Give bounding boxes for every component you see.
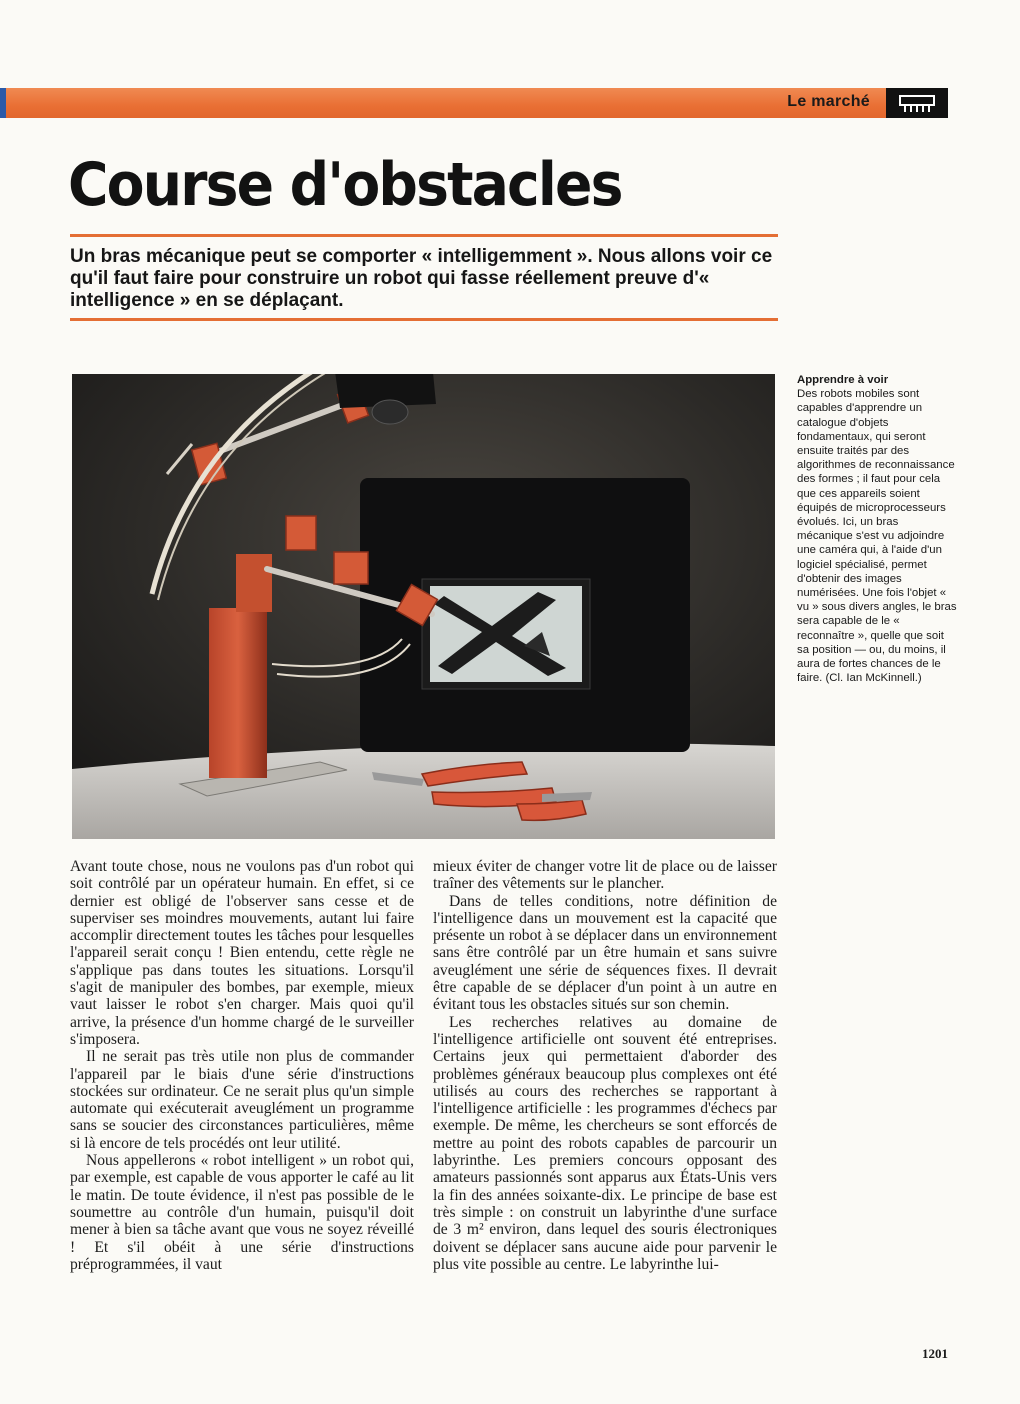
robot-arm-photo bbox=[72, 374, 775, 839]
body-paragraph: Les recherches relatives au domaine de l'intelligence artificielle ont souvent été entreprises. Certains jeux qui permettaient d'aborder des problèmes généraux beaucoup plus complexes ont été utilisés au cours des recherches se rapportant à l'intelligence artificielle : les programmes d'échecs par exemple. De même, les chercheurs se sont efforcés de mettre au point des robots capables de parcourir un labyrinthe. Les premiers concours opposant des amateurs passionnés sont apparus aux États-Unis vers la fin des années soixante-dix. Le principe de base est très simple : on construit un labyrinthe d'une surface de 3 m² environ, dans lequel des souris électroniques doivent se déplacer sans aucune aide pour parvenir le plus vite possible au centre. Le labyrinthe lui- bbox=[433, 1013, 777, 1273]
page-number: 1201 bbox=[922, 1346, 948, 1361]
caption-title: Apprendre à voir bbox=[797, 374, 889, 386]
lead-bottom-rule bbox=[70, 318, 778, 321]
body-column-2 bbox=[433, 858, 777, 1273]
lead-paragraph: Un bras mécanique peut se comporter « intelligemment ». Nous allons voir ce qu'il faut faire pour construire un robot qui fasse réellement preuve d'« intelligence » en se déplaçant. bbox=[70, 246, 773, 311]
body-paragraph: Avant toute chose, nous ne voulons pas d'un robot qui soit contrôlé par un opérateur humain. En effet, si ce dernier est obligé de l'observer sans cesse et de superviser ses moindres mouvements, autant lui faire accomplir directement toutes les tâches pour lesquelles l'appareil serait conçu ! Bien entendu, cette règle ne s'applique pas dans toutes les situations. Lorsqu'il s'agit de manipuler des bombes, par exemple, mieux vaut laisser le robot s'en charger. Mais quoi qu'il arrive, la présence d'un homme chargé de le surveiller s'imposera. bbox=[70, 858, 414, 1048]
article-title: Course d'obstacles bbox=[68, 150, 622, 220]
connector-chip-icon bbox=[886, 88, 948, 118]
body-paragraph: Il ne serait pas très utile non plus de commander l'appareil par le biais d'une série d'instructions stockées sur ordinateur. Ce ne serait plus qu'un simple automate qui exécuterait aveuglément un programme sans se soucier des circonstances particulières, même si là encore de tels procédés ont leur utilité. bbox=[70, 1048, 414, 1152]
section-header-band bbox=[0, 88, 948, 118]
lead-top-rule bbox=[70, 234, 778, 237]
body-paragraph: Dans de telles conditions, notre définition de l'intelligence dans un mouvement est la capacité que présente un robot à se déplacer dans un environnement sans être contrôlé par un être humain et sans suivre aveuglément une série de séquences fixes. Il devrait être capable de se déplacer d'un point à un autre en évitant tous les obstacles situés sur son chemin. bbox=[433, 892, 777, 1014]
body-paragraph: mieux éviter de changer votre lit de place ou de laisser traîner des vêtements sur le plancher. bbox=[433, 858, 777, 893]
header-edge-stripe bbox=[0, 88, 6, 118]
caption-text: Des robots mobiles sont capables d'apprendre un catalogue d'objets fondamentaux, qui seront ensuite traités par des algorithmes de reconnaissance des formes ; il faut pour cela que ces appareils soient équipés de microprocesseurs évolués. Ici, un bras mécanique s'est vu adjoindre une caméra qui, à l'aide d'un logiciel spécialisé, permet d'obtenir des images numérisées. Une fois l'objet « vu » sous divers angles, le bras sera capable de le « reconnaître », quelle que soit sa position — ou, du moins, il aura de fortes chances de le faire. bbox=[797, 388, 957, 685]
body-column-1 bbox=[70, 858, 414, 1273]
caption-credit: (Cl. Ian McKinnell.) bbox=[825, 672, 922, 685]
photo-caption bbox=[797, 373, 957, 685]
section-label: Le marché bbox=[787, 93, 870, 110]
body-paragraph: Nous appellerons « robot intelligent » un robot qui, par exemple, est capable de vous apporter le café au lit le matin. De toute évidence, il n'est pas possible de le soumettre au contrôle d'un humain, puisqu'il doit mener à bien sa tâche avant que vous ne soyez réveillé ! Et s'il obéit à une série d'instructions préprogrammées, il vaut bbox=[70, 1152, 414, 1273]
